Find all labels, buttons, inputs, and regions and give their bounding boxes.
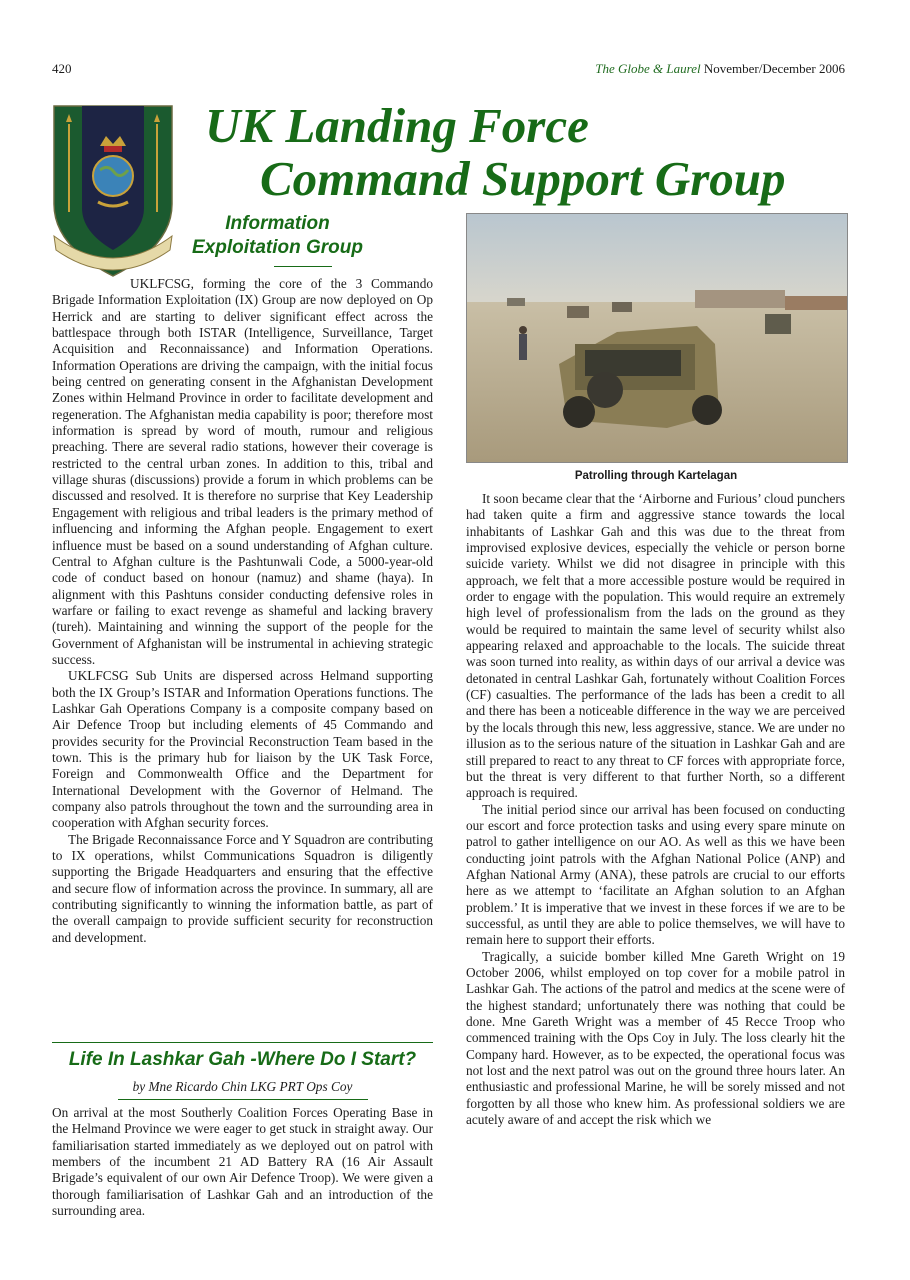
byline: by Mne Ricardo Chin LKG PRT Ops Coy	[132, 1079, 353, 1094]
body-paragraph: The initial period since our arrival has been focused on conducting our escort and force protection tasks and using every spare minute on patrol to gather intelligence on our AO. As well as this we have been conducting joint patrols with the Afghan National Police (ANP) and Afghan National Army (ANA), these patrols are crucial to our efforts here as we attempt to ‘facilitate an Afghan solution to an Afghan problem.’ It is imperative that we invest in these forces if we are to be successful, as until they are able to police themselves, we will have to remain here to support their efforts.	[466, 801, 845, 948]
left-column-text	[52, 276, 433, 946]
page-number: 420	[52, 61, 72, 76]
patrol-photo	[466, 213, 848, 463]
article-title-line2: Command Support Group	[260, 151, 786, 206]
issue-date: November/December 2006	[703, 61, 845, 76]
body-paragraph: UKLFCSG Sub Units are dispersed across Helmand supporting both the IX Group’s ISTAR and Information Operations functions. The Lashkar Gah Operations Company is a composite company based on Air Defence Troop but including elements of 45 Commando and provides security for the Provincial Reconstruction Team based in the town. This is the primary hub for liaison by the UK Task Force, Foreign and Commonwealth Office and the Department for International Development with the Governor of Helmand. The company also patrols throughout the town and the surrounding area in cooperation with Afghan security forces.	[52, 668, 433, 831]
heading-underline	[274, 266, 332, 267]
section-divider	[52, 1042, 433, 1043]
body-paragraph: Tragically, a suicide bomber killed Mne Gareth Wright on 19 October 2006, whilst employed on top cover for a mobile patrol in Lashkar Gah. The actions of the patrol and medics at the scene were of the highest standard; unfortunately there was nothing that could be done. Mne Gareth Wright was a member of 45 Recce Troop who commenced training with the Ops Coy in July. The loss clearly hit the Company hard. However, as to be expected, the operational focus was not lost and the next patrol was out on the ground three hours later. An enthusiastic and professional Marine, he will be sorely missed and not forgotten by all those who knew him. As professional soldiers we are acutely aware of and accept the risk which we	[466, 948, 845, 1128]
byline-underline	[118, 1099, 368, 1100]
running-header	[595, 61, 845, 77]
article-title-line1: UK Landing Force	[205, 98, 589, 153]
right-column-text	[466, 491, 845, 1128]
body-paragraph: On arrival at the most Southerly Coalition Forces Operating Base in the Helmand Province we were eager to get stuck in straight away. Our familiarisation started immediately as we deployed out on patrol with members of the incumbent 21 AD Battery RA (16 Air Assault Brigade’s equivalent of our own Air Defence Troop). We were given a thorough familiarisation of Lashkar Gah and an introduction of the surrounding area.	[52, 1105, 433, 1219]
journal-title: The Globe & Laurel	[595, 61, 701, 76]
royal-marines-crest-icon	[52, 104, 174, 282]
body-paragraph: It soon became clear that the ‘Airborne and Furious’ cloud punchers had taken quite a firm and aggressive stance towards the local inhabitants of Lashkar Gah and this was due to the threat from improvised explosive devices, especially the vehicle or person borne suicide variety. Whilst we did not disagree in principle with this approach, we felt that a more accessible posture would be required in order to engage with the population. This would require an extremely high level of professionalism from the lads on the ground as they would be required to maintain the same level of security whilst also appearing relaxed and approachable to the locals. The suicide threat was soon turned into reality, as within days of our arrival a device was detonated in central Lashkar Gah, fortunately without Coalition Forces (CF) casualties. The performance of the lads has been a credit to all and there has been a noticeable difference in the way we are perceived by the locals through this new, less aggressive, stance. We are under no illusion as to the serious nature of the situation in Lashkar Gah and are still prepared to react to any threat to CF forces with appropriate force, but the threat is very different to that further North, so a different approach is required.	[466, 491, 845, 801]
body-paragraph: The Brigade Reconnaissance Force and Y Squadron are contributing to IX operations, whilst Communications Squadron is diligently supporting the Brigade Headquarters and ensuring that the effective and secure flow of information across the province. In summary, all are contributing significantly to winning the information battle, as part of the overall campaign to provide sufficient security for reconstruction and development.	[52, 831, 433, 945]
left-column-lower-text	[52, 1105, 433, 1219]
section-heading-information-exploitation: Information Exploitation Group	[192, 213, 363, 258]
body-paragraph: UKLFCSG, forming the core of the 3 Commando Brigade Information Exploitation (IX) Group are now deployed on Op Herrick and are starting to deliver significant effect across the battlespace through both ISTAR (Intelligence, Surveillance, Target Acquisition and Reconnaissance) and Information Operations. Information Operations are driving the campaign, with the initial focus being centred on generating consent in the Afghanistan Development Zones within Helmand Province in order to facilitate development and regeneration. The Afghanistan media capability is poor; therefore most information is spread by word of mouth, rumour and religious preaching. There are several radio stations, however their coverage is restricted to the central urban zones. In addition to this, tribal and village shuras (discussions) provide a forum in which problems can be discussed and resolved. It is therefore no surprise that Key Leadership Engagement with religious and tribal leaders is the primary method of influencing and informing the Afghan people. Engagement to exert influence must be based on a sound understanding of Afghan culture. Central to Afghan culture is the Pashtunwali Code, a 5000-year-old code of conduct based on honour (namuz) and shame (haya). In alignment with this Pashtuns consider conducting defensive roles in warfare or failing to exact revenge as shameful and lacking bravery (tureh). Maintaining and winning the support of the people for the Government of Afghanistan will be instrumental in achieving strategic success.	[52, 276, 433, 667]
photo-caption: Patrolling through Kartelagan	[574, 470, 738, 482]
section-heading-life-in-lashkar-gah: Life In Lashkar Gah -Where Do I Start?	[68, 1049, 417, 1070]
